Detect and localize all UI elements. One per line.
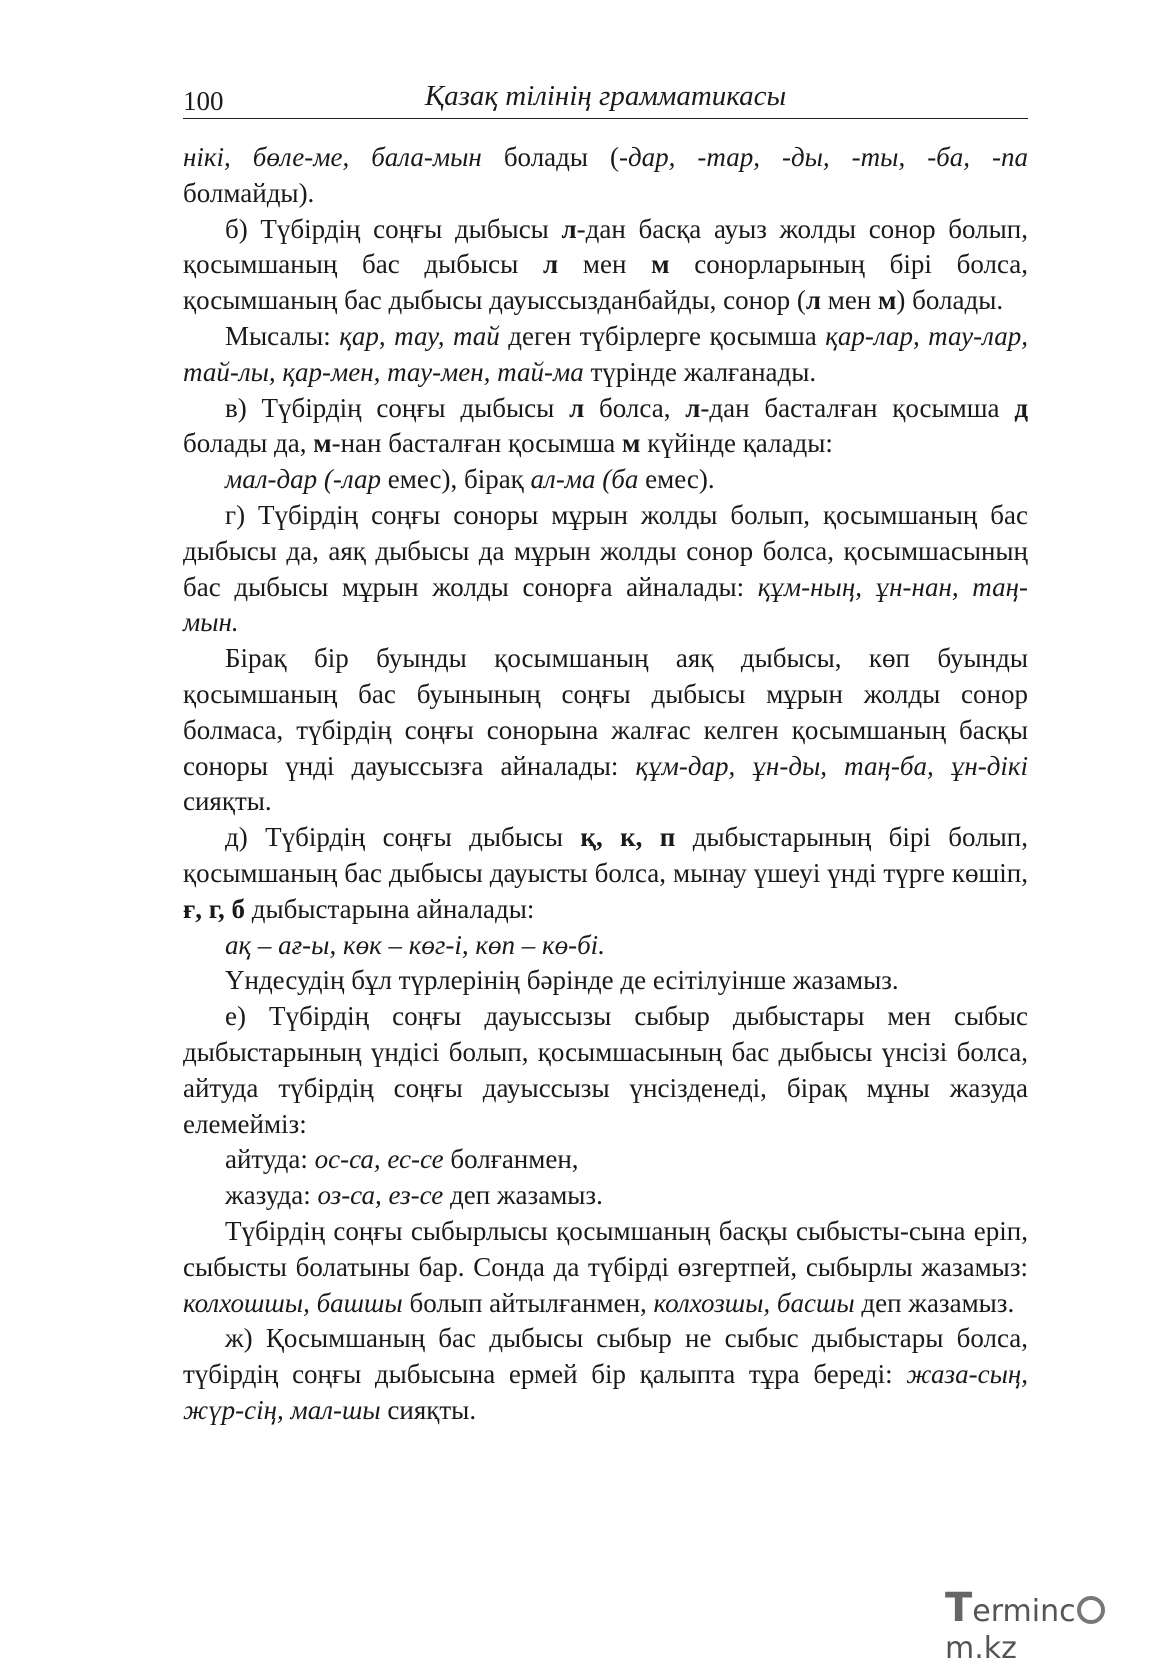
letter: л xyxy=(569,392,585,423)
letter: л xyxy=(805,285,821,316)
text: емес). xyxy=(638,464,715,495)
text: деген түбірлерге қосымша xyxy=(499,320,826,351)
page-body xyxy=(183,140,1028,1429)
letters: ғ, г, б xyxy=(183,893,245,924)
letter: д xyxy=(1014,392,1028,423)
paragraph-example xyxy=(183,462,1028,498)
watermark-t: T xyxy=(945,1585,973,1631)
example-words: жаза-сың, жүр-сің, мал-шы xyxy=(183,1359,1028,1425)
text: сияқты. xyxy=(380,1394,477,1425)
letter: л xyxy=(543,249,559,280)
paragraph xyxy=(183,963,1028,999)
paragraph-d xyxy=(183,820,1028,927)
text: -дан басталған қосымша xyxy=(700,392,1015,423)
text: в) Түбірдің соңғы дыбысы xyxy=(225,392,570,423)
letter: л xyxy=(685,392,701,423)
paragraph-b xyxy=(183,212,1028,319)
letter: м xyxy=(313,428,332,459)
example-words: нікі, бөле-ме, бала-мын xyxy=(183,142,482,172)
text: г) Түбірдің соңғы соноры мұрын жолды болып, қосымшаның бас дыбысы да, аяқ дыбысы да мұрын жолды сонор болса, қосымшасының бас дыбысы мұрын жолды сонорға айналады: xyxy=(183,499,1028,602)
text: болып айтылғанмен, xyxy=(402,1287,654,1318)
paragraph xyxy=(183,140,1028,212)
text: болады да, xyxy=(183,428,314,459)
text: айтуда: xyxy=(225,1144,315,1175)
paragraph-example xyxy=(183,928,1028,964)
example-words: ал-ма (ба xyxy=(530,464,639,495)
watermark-text: m.kz xyxy=(945,1631,1017,1666)
example-words: құм-дар, ұн-ды, таң-ба, ұн-дікі xyxy=(635,750,1028,781)
text: емес), бірақ xyxy=(381,464,531,495)
paragraph-example xyxy=(183,319,1028,391)
page-number: 100 xyxy=(183,86,224,116)
letter: м xyxy=(651,249,670,280)
example-suffixes: -дар, -тар, -ды, -ты, -ба, -па xyxy=(619,142,1028,172)
example-words: ос-са, ес-се xyxy=(314,1144,444,1175)
watermark-text: erminc xyxy=(972,1594,1076,1629)
paragraph-v xyxy=(183,391,1028,463)
text: Бірақ бір буынды қосымшаның аяқ дыбысы, көп буынды қосымшаның бас буынының соңғы дыбысы мұрын жолды сонор болмаса, түбірдің соңғы сонорына жалғас келген қосымшаның басқы соноры үнді дауыссызға айналады: xyxy=(183,643,1028,781)
text: -дан басқа ауыз жолды сонор болып, қосымшаның бас дыбысы xyxy=(183,213,1028,280)
example-words: оз-са, ез-се xyxy=(317,1180,444,1211)
text: сияқты. xyxy=(183,786,272,817)
example-words: ақ – ағ-ы, көк – көг-і, көп – кө-бі. xyxy=(225,929,605,960)
page-header xyxy=(183,80,1028,119)
text: деп жазамыз. xyxy=(443,1180,603,1211)
example-words: қар-лар, тау-лар, тай-лы, қар-мен, тау-мен, тай-ма xyxy=(183,320,1028,387)
paragraph xyxy=(183,641,1028,820)
text: ж) Қосымшаның бас дыбысы сыбыр не сыбыс дыбыстары болса, түбірдің соңғы дыбысына ермей бір қалыпта тұра береді: xyxy=(183,1323,1028,1390)
text: ) болады. xyxy=(896,285,1004,316)
example-words: колхошшы, башшы xyxy=(183,1287,403,1318)
text: дыбыстарының бірі болып, қосымшаның бас дыбысы дауысты болса, мынау үшеуі үнді түрге көшіп, xyxy=(183,822,1029,888)
paragraph-example xyxy=(183,1178,1028,1214)
letter: м xyxy=(878,285,897,316)
text: сонорларының бірі болса, қосымшаның бас дыбысы дауыссызданбайды, сонор ( xyxy=(183,249,1028,316)
watermark-o-icon xyxy=(1077,1596,1105,1624)
text: б) Түбірдің соңғы дыбысы xyxy=(225,213,562,244)
text: Түбірдің соңғы сыбырлысы қосымшаның басқы сыбысты-сына еріп, сыбысты болатыны бар. Сонда да түбірді өзгертпей, сыбырлы жазамыз: xyxy=(183,1215,1028,1282)
text: түрінде жалғанады. xyxy=(583,356,817,387)
paragraph xyxy=(183,1214,1028,1321)
paragraph-example xyxy=(183,1142,1028,1178)
text: күйінде қалады: xyxy=(640,428,833,459)
text: болса, xyxy=(584,392,686,423)
text: е) Түбірдің соңғы дауыссызы сыбыр дыбыстары мен сыбыс дыбыстарының үндісі болып, қосымшасының бас дыбысы үнсізі болса, айтуда түбірдің соңғы дауыссызы үнсізденеді, бірақ мұны жазуда елемейміз: xyxy=(183,1001,1028,1139)
text: мен xyxy=(820,285,879,316)
text: болмайды). xyxy=(183,177,315,208)
running-title: Қазақ тілінің грамматикасы xyxy=(424,80,787,112)
text: Үндесудің бұл түрлерінің бәрінде де есітілуінше жазамыз. xyxy=(225,965,899,996)
letter: м xyxy=(622,428,641,459)
text: болады ( xyxy=(481,142,620,172)
paragraph-e xyxy=(183,999,1028,1142)
paragraph-zh xyxy=(183,1321,1028,1428)
text: жазуда: xyxy=(225,1180,318,1211)
text: болғанмен, xyxy=(443,1144,579,1175)
text: мен xyxy=(558,249,652,280)
example-words: құм-ның, ұн-нан, таң-мын. xyxy=(183,571,1028,638)
example-words: қар, тау, тай xyxy=(339,320,500,351)
site-watermark xyxy=(945,1585,1158,1666)
text: -нан басталған қосымша xyxy=(331,428,623,459)
letters: қ, к, п xyxy=(580,822,676,853)
example-words: колхозшы, басшы xyxy=(653,1287,855,1318)
text: дыбыстарына айналады: xyxy=(244,893,535,924)
text: деп жазамыз. xyxy=(854,1287,1015,1318)
text: Мысалы: xyxy=(225,320,340,351)
paragraph-g xyxy=(183,498,1028,641)
text: д) Түбірдің соңғы дыбысы xyxy=(225,822,581,853)
letter: л xyxy=(561,213,577,244)
example-words: мал-дар (-лар xyxy=(225,464,381,495)
